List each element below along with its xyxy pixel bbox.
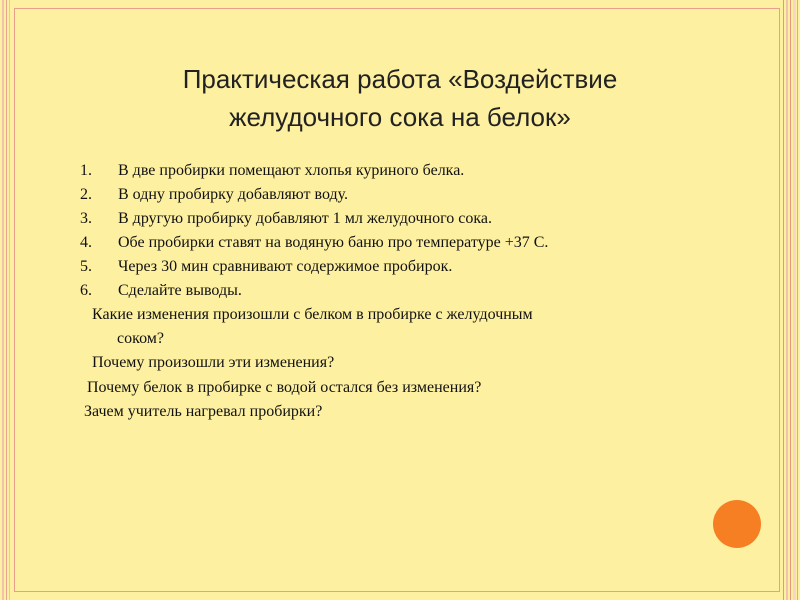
list-item-number: 3. xyxy=(80,210,92,227)
steps-list xyxy=(80,159,720,303)
list-item-number: 5. xyxy=(80,258,92,275)
list-item xyxy=(80,279,720,303)
question-2: Почему произошли эти изменения? xyxy=(92,354,335,371)
question-1-continuation: соком? xyxy=(117,330,164,347)
right-stripes xyxy=(782,0,800,600)
list-item-number: 2. xyxy=(80,186,92,203)
list-item-text: Через 30 мин сравнивают содержимое пробирок. xyxy=(118,258,453,275)
list-item-text: Сделайте выводы. xyxy=(118,282,242,299)
orange-circle-decoration xyxy=(713,500,761,548)
list-item xyxy=(80,207,720,231)
title-line-2: желудочного сока на белок» xyxy=(229,102,571,132)
list-item-number: 1. xyxy=(80,162,92,179)
list-item xyxy=(80,231,720,255)
list-item xyxy=(80,255,720,279)
list-item-number: 6. xyxy=(80,282,92,299)
list-item-number: 4. xyxy=(80,234,92,251)
list-item-text: В одну пробирку добавляют воду. xyxy=(118,186,349,203)
left-stripes xyxy=(0,0,12,600)
list-item-text: Обе пробирки ставят на водяную баню про температуре +37 С. xyxy=(118,234,549,251)
title-line-1: Практическая работа «Воздействие xyxy=(182,64,618,94)
question-1: Какие изменения произошли с белком в пробирке с желудочным xyxy=(92,306,533,323)
list-item xyxy=(80,183,720,207)
list-item-text: В две пробирки помещают хлопья куриного белка. xyxy=(118,162,465,179)
slide-title xyxy=(60,60,740,136)
list-item xyxy=(80,159,720,183)
question-3: Почему белок в пробирке с водой остался без изменения? xyxy=(87,379,482,396)
list-item-text: В другую пробирку добавляют 1 мл желудочного сока. xyxy=(118,210,492,227)
question-4: Зачем учитель нагревал пробирки? xyxy=(84,403,323,420)
